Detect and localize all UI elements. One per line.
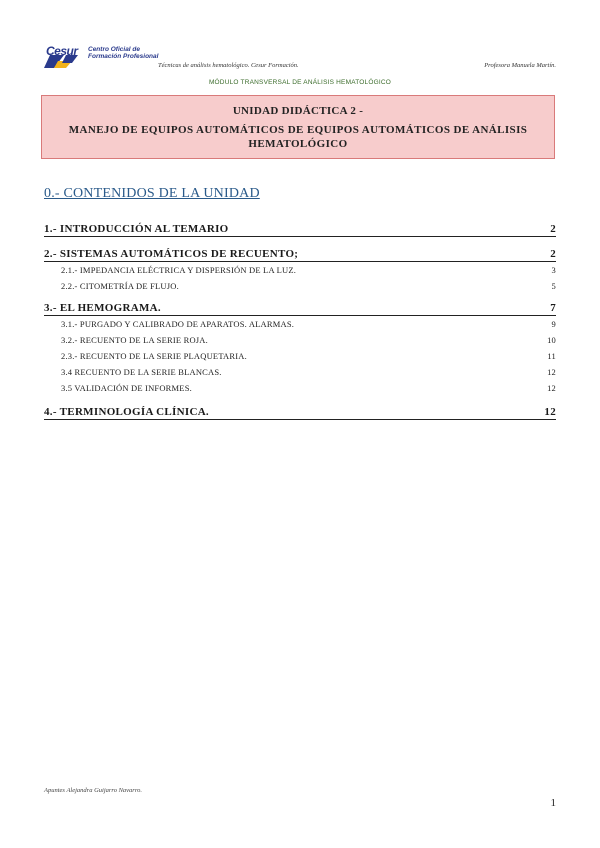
toc-subsection-page: 5 <box>551 281 556 291</box>
toc-section-label: 4.- TERMINOLOGÍA CLÍNICA. <box>44 406 209 418</box>
toc-subsection-label: 3.2.- RECUENTO DE LA SERIE ROJA. <box>61 335 208 345</box>
toc-subsection-page: 3 <box>551 265 556 275</box>
toc-subsection-page: 12 <box>547 367 556 377</box>
logo-tagline-2: Formación Profesional <box>88 53 159 60</box>
toc-section-3[interactable] <box>44 300 556 316</box>
toc-section-label: 2.- SISTEMAS AUTOMÁTICOS DE RECUENTO; <box>44 248 299 260</box>
toc-subsection-label: 2.2.- CITOMETRÍA DE FLUJO. <box>61 281 179 291</box>
toc-section-page: 12 <box>544 406 556 418</box>
footer-author: Apuntes Alejandra Guijarro Navarro. <box>44 787 142 794</box>
toc-section-2[interactable] <box>44 246 556 262</box>
toc-subsection-page: 11 <box>547 351 556 361</box>
toc-subsection-2-1[interactable] <box>44 262 556 278</box>
toc-section-4[interactable] <box>44 404 556 420</box>
contents-heading[interactable]: 0.- CONTENIDOS DE LA UNIDAD <box>44 186 260 201</box>
toc-subsection-3-3[interactable] <box>44 348 556 364</box>
toc-subsection-3-4[interactable] <box>44 364 556 380</box>
page-number: 1 <box>550 797 556 809</box>
toc-subsection-page: 12 <box>547 383 556 393</box>
toc-subsection-2-2[interactable] <box>44 278 556 294</box>
toc-subsection-label: 3.1.- PURGADO Y CALIBRADO DE APARATOS. ALARMAS. <box>61 319 295 329</box>
toc-subsection-label: 2.3.- RECUENTO DE LA SERIE PLAQUETARIA. <box>61 351 247 361</box>
toc-subsection-3-5[interactable] <box>44 380 556 396</box>
toc-section-1[interactable] <box>44 221 556 237</box>
logo-word: Cesur <box>46 44 78 58</box>
toc-subsection-label: 3.5 VALIDACIÓN DE INFORMES. <box>61 383 192 393</box>
toc-section-label: 3.- EL HEMOGRAMA. <box>44 302 161 314</box>
toc-section-label: 1.- INTRODUCCIÓN AL TEMARIO <box>44 223 229 235</box>
toc-subsection-page: 9 <box>551 319 556 329</box>
header-course: Técnicas de análisis hematológico. Cesur Formación. <box>158 62 299 69</box>
module-title: MÓDULO TRANSVERSAL DE ANÁLISIS HEMATOLÓGICO <box>208 79 392 86</box>
toc-section-page: 2 <box>550 248 556 260</box>
unit-number: UNIDAD DIDÁCTICA 2 - <box>232 105 364 117</box>
cesur-logo <box>42 41 162 71</box>
unit-title: MANEJO DE EQUIPOS AUTOMÁTICOS DE EQUIPOS AUTOMÁTICOS DE ANÁLISIS HEMATOLÓGICO <box>68 124 528 150</box>
toc-section-page: 7 <box>550 302 556 314</box>
toc-subsection-3-2[interactable] <box>44 332 556 348</box>
toc-section-page: 2 <box>550 223 556 235</box>
logo-tagline-1: Centro Oficial de <box>88 46 141 53</box>
toc-subsection-label: 3.4 RECUENTO DE LA SERIE BLANCAS. <box>61 367 222 377</box>
toc-subsection-page: 10 <box>547 335 556 345</box>
toc-subsection-3-1[interactable] <box>44 316 556 332</box>
table-of-contents <box>44 221 556 420</box>
toc-subsection-label: 2.1.- IMPEDANCIA ELÉCTRICA Y DISPERSIÓN DE LA LUZ. <box>61 265 297 275</box>
unit-title-box <box>41 95 555 159</box>
header-teacher: Profesora Manuela Martín. <box>484 62 556 69</box>
